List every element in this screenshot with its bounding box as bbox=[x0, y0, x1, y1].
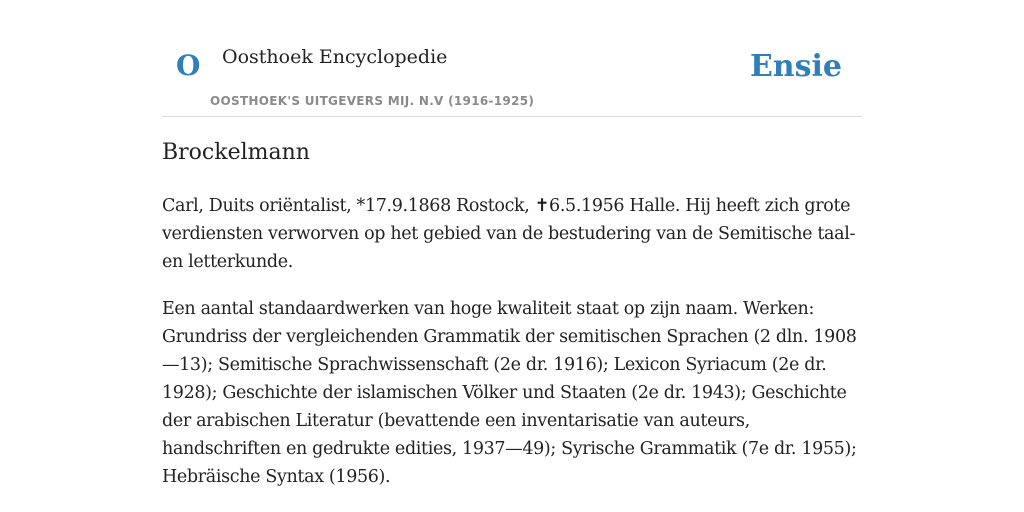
page-container bbox=[162, 0, 862, 487]
ensie-brand-link[interactable]: Ensie bbox=[749, 49, 842, 84]
entry-paragraph: Carl, Duits oriëntalist, *17.9.1868 Rostock, ✝6.5.1956 Halle. Hij heeft zich grote verdiensten verworven op het gebied van de bestudering van de Semitische taal- en letterkunde. bbox=[162, 196, 856, 272]
entry-title: Brockelmann bbox=[162, 140, 310, 165]
oosthoek-logo[interactable]: O bbox=[176, 49, 201, 82]
source-title[interactable]: Oosthoek Encyclopedie bbox=[222, 46, 448, 68]
entry-paragraph: Een aantal standaardwerken van hoge kwaliteit staat op zijn naam. Werken: Grundriss der vergleichenden Grammatik der semitischen Sprachen (2 dln. 1908—13); Semitische Sprachwissenschaft (2e dr. 1916); Lexicon Syriacum (2e dr. 1928); Geschichte der islamischen Völker und Staaten (2e dr. 1943); Geschichte der arabischen Literatur (bevattende een inventarisatie van auteurs, handschriften en gedrukte edities, 1937—49); Syrische Grammatik (7e dr. 1955); Hebräische Syntax (1956). bbox=[162, 299, 857, 487]
source-subtitle: OOSTHOEK'S UITGEVERS MIJ. N.V (1916-1925) bbox=[210, 94, 535, 108]
page-header bbox=[162, 0, 862, 117]
